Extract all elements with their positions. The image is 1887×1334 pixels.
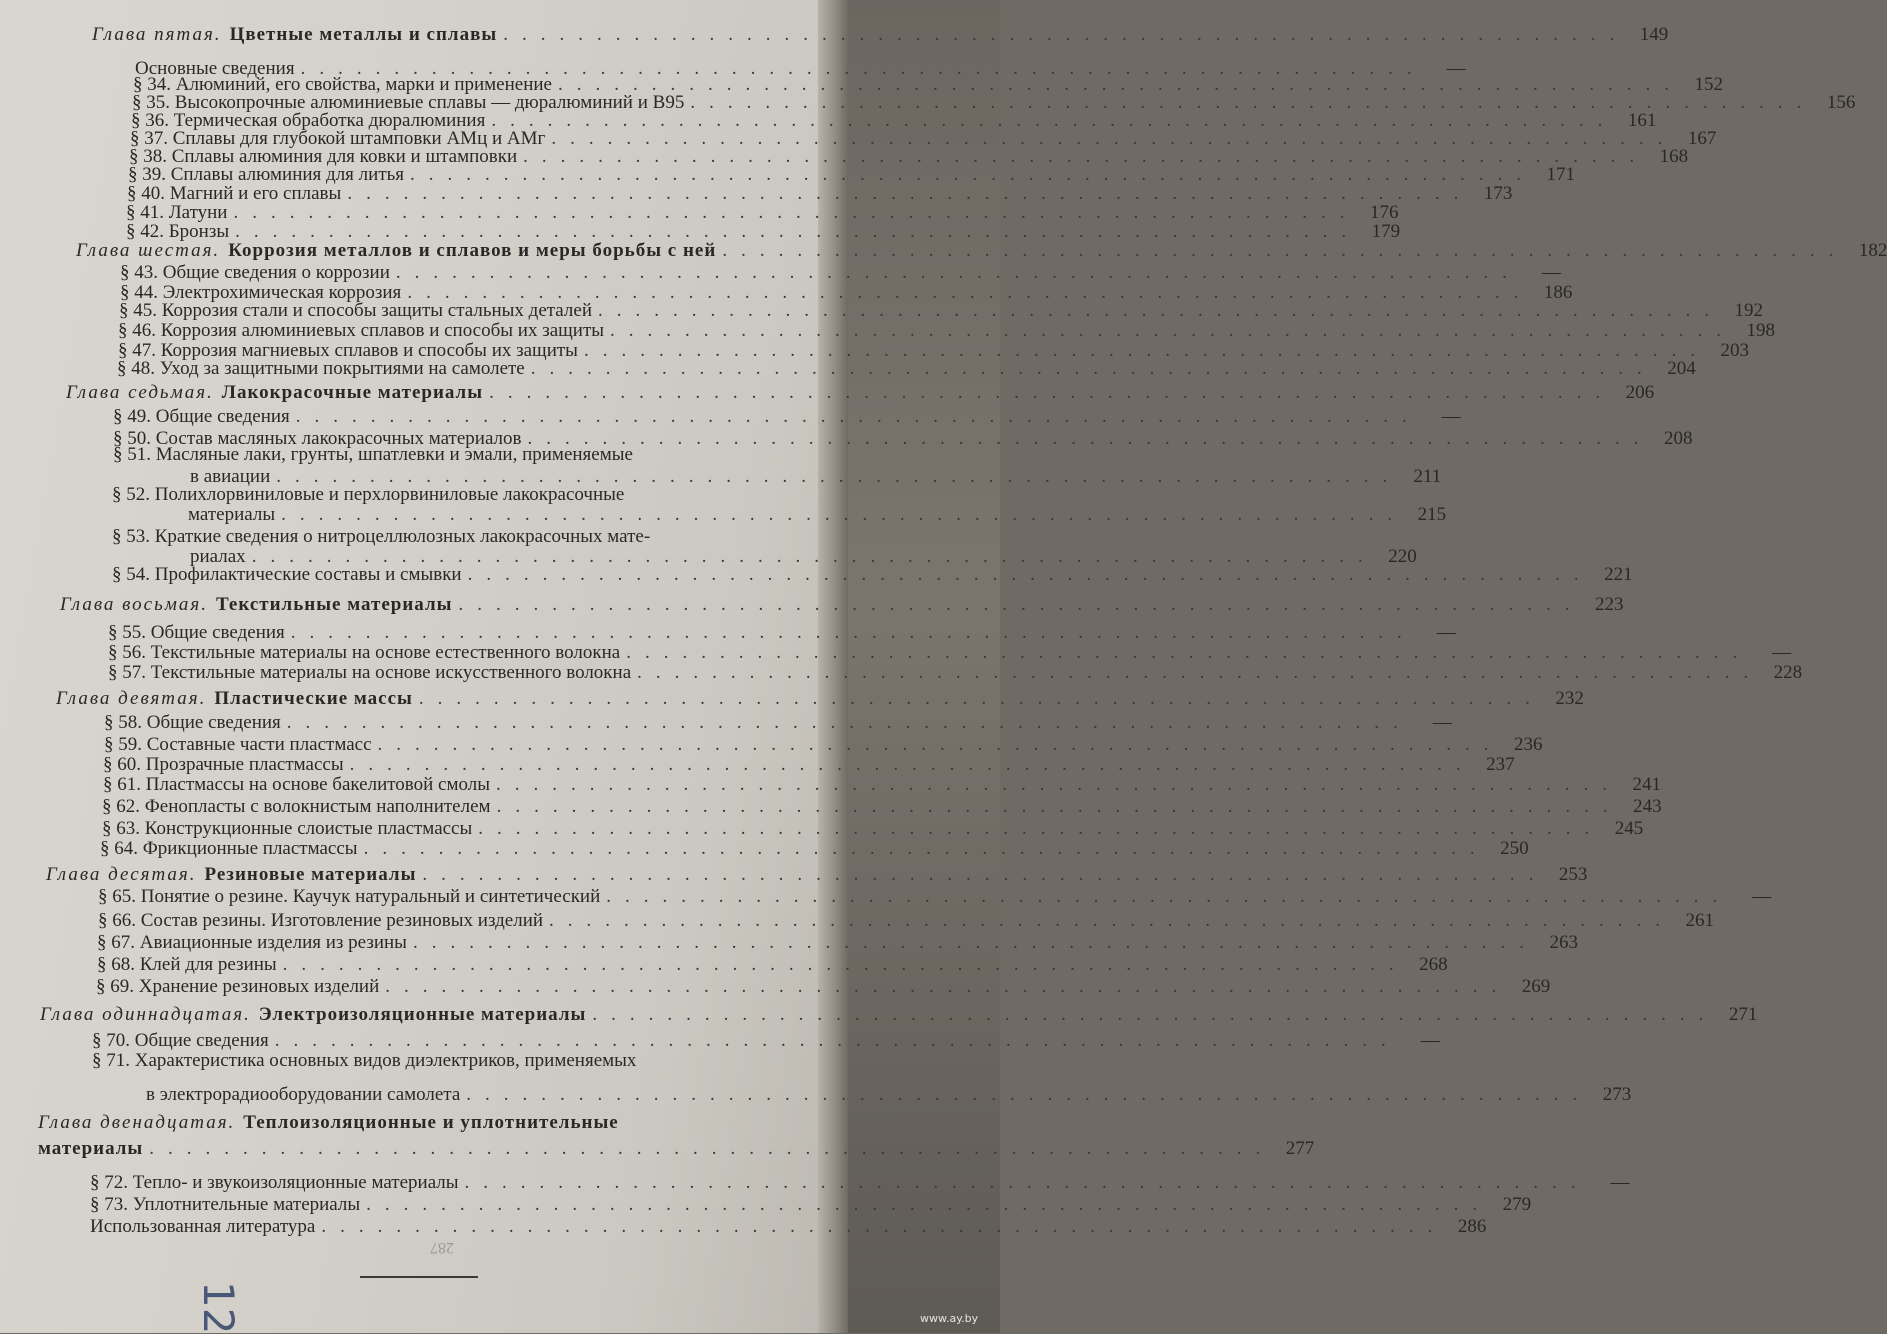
- section-71-row: [146, 1084, 1632, 1106]
- section-67-title: § 67. Авиационные изделия из резины: [97, 932, 407, 953]
- leader-dots: ............................................................: [410, 164, 1536, 185]
- chapter-11-row: [40, 1004, 1758, 1026]
- leader-dots: ............................................................: [363, 838, 1489, 859]
- chapter-8-page: 223: [1594, 594, 1624, 615]
- chapter-6-page: 182: [1858, 240, 1887, 261]
- leader-dots: ............................................................: [377, 734, 1503, 755]
- chapter-12-label: Глава двенадцатая.: [38, 1112, 236, 1133]
- bottom-rule: [360, 1276, 478, 1278]
- section-62-title: § 62. Фенопласты с волокнистым наполнителем: [102, 796, 491, 817]
- section-40-title: § 40. Магний и его сплавы: [127, 183, 342, 204]
- section-34-title: § 34. Алюминий, его свойства, марки и применение: [133, 74, 552, 95]
- section-57-page: 228: [1773, 662, 1803, 683]
- section-43-row: [120, 262, 1561, 284]
- section-60-page: 237: [1486, 754, 1515, 775]
- section-43-page: —: [1541, 262, 1561, 283]
- section-46-row: [118, 320, 1776, 342]
- chapter-12-title: Теплоизоляционные и уплотнительные: [243, 1112, 619, 1133]
- section-38-page: 168: [1659, 146, 1689, 167]
- chapter-7-page: 206: [1625, 382, 1655, 403]
- leader-dots: ............................................................: [557, 74, 1683, 95]
- section-70-title: § 70. Общие сведения: [92, 1030, 269, 1051]
- section-57-title: § 57. Текстильные материалы на основе искусственного волокна: [108, 662, 632, 683]
- section-44-page: 186: [1543, 282, 1573, 303]
- chapter-7-label: Глава седьмая.: [66, 382, 214, 403]
- chapter-9-label: Глава девятая.: [56, 688, 207, 709]
- chapter-12-row: [38, 1138, 1315, 1160]
- section-67-page: 263: [1549, 932, 1578, 953]
- chapter-12-heading: [38, 1112, 619, 1134]
- literature-row: [90, 1216, 1487, 1238]
- leader-dots: ............................................................: [496, 774, 1622, 795]
- leader-dots: ............................................................: [491, 110, 1617, 131]
- leader-dots: ............................................................: [466, 1084, 1592, 1105]
- chapter-6-label: Глава шестая.: [76, 240, 221, 261]
- section-52-title: § 52. Полихлорвиниловые и перхлорвиниловые лакокрасочные: [112, 484, 625, 505]
- section-33-title: Основные сведения: [135, 58, 295, 79]
- section-59-title: § 59. Составные части пластмасс: [104, 734, 372, 755]
- section-36-page: 161: [1627, 110, 1657, 131]
- chapter-5-label: Глава пятая.: [92, 24, 222, 45]
- section-69-row: [96, 976, 1551, 998]
- section-34-page: 152: [1694, 74, 1723, 95]
- leader-dots: ............................................................: [551, 128, 1677, 149]
- section-35-page: 156: [1826, 92, 1856, 113]
- section-37-page: 167: [1687, 128, 1717, 149]
- leader-dots: ............................................................: [496, 796, 1622, 817]
- leader-dots: ............................................................: [598, 300, 1723, 321]
- leader-dots: ............................................................: [418, 688, 1544, 709]
- section-56-row: [108, 642, 1792, 664]
- section-53-title: § 53. Краткие сведения о нитроцеллюлозных лакокрасочных мате-: [112, 526, 651, 547]
- chapter-10-row: [46, 864, 1588, 886]
- section-71-page: 273: [1602, 1084, 1632, 1105]
- section-55-row: [108, 622, 1456, 644]
- section-65-page: —: [1752, 886, 1772, 907]
- section-52-row: [188, 504, 1447, 526]
- watermark: www.ay.by: [920, 1312, 979, 1325]
- chapter-11-page: 271: [1728, 1004, 1758, 1025]
- section-73-title: § 73. Уплотнительные материалы: [90, 1194, 361, 1215]
- section-68-title: § 68. Клей для резины: [97, 954, 277, 975]
- leader-dots: ............................................................: [149, 1138, 1275, 1159]
- section-52-continuation: материалы: [188, 504, 276, 525]
- section-61-title: § 61. Пластмассы на основе бакелитовой смолы: [103, 774, 491, 795]
- chapter-10-title: Резиновые материалы: [204, 864, 417, 885]
- chapter-6-row: [76, 240, 1887, 262]
- section-65-row: [98, 886, 1772, 908]
- chapter-5-page: 149: [1639, 24, 1669, 45]
- chapter-8-title: Текстильные материалы: [215, 594, 453, 615]
- section-40-page: 173: [1483, 183, 1513, 204]
- section-61-page: 241: [1632, 774, 1662, 795]
- leader-dots: ............................................................: [458, 594, 1584, 615]
- section-43-title: § 43. Общие сведения о коррозии: [120, 262, 390, 283]
- chapter-9-row: [56, 688, 1584, 710]
- leader-dots: ............................................................: [523, 146, 1649, 167]
- section-46-title: § 46. Коррозия алюминиевых сплавов и способы их защиты: [118, 320, 605, 341]
- leader-dots: ............................................................: [366, 1194, 1492, 1215]
- leader-dots: ............................................................: [274, 1030, 1400, 1051]
- section-44-title: § 44. Электрохимическая коррозия: [120, 282, 402, 303]
- section-64-title: § 64. Фрикционные пластмассы: [100, 838, 358, 859]
- leader-dots: ............................................................: [489, 382, 1615, 403]
- chapter-12-continuation: материалы: [38, 1138, 144, 1159]
- section-54-row: [112, 564, 1633, 586]
- chapter-5-row: [92, 24, 1669, 46]
- leader-dots: ............................................................: [290, 622, 1416, 643]
- section-59-row: [104, 734, 1543, 756]
- leader-dots: ............................................................: [233, 202, 1359, 223]
- leader-dots: ............................................................: [722, 240, 1848, 261]
- leader-dots: ............................................................: [527, 428, 1653, 449]
- section-57-row: [108, 662, 1803, 684]
- leader-dots: ............................................................: [592, 1004, 1718, 1025]
- leader-dots: ............................................................: [286, 712, 1412, 733]
- section-50-page: 208: [1664, 428, 1693, 449]
- section-45-page: 192: [1734, 300, 1763, 321]
- chapter-10-label: Глава десятая.: [46, 864, 197, 885]
- leader-dots: ............................................................: [467, 564, 1593, 585]
- ghost-page-number: 287: [430, 1239, 454, 1256]
- leader-dots: ............................................................: [530, 358, 1656, 379]
- section-73-row: [90, 1194, 1532, 1216]
- section-72-row: [90, 1172, 1630, 1194]
- section-38-title: § 38. Сплавы алюминия для ковки и штамповки: [129, 146, 518, 167]
- section-71-title: § 71. Характеристика основных видов диэлектриков, применяемых: [92, 1050, 637, 1071]
- handwritten-mark: 12: [194, 1281, 243, 1334]
- section-62-row: [102, 796, 1662, 818]
- section-66-title: § 66. Состав резины. Изготовление резиновых изделий: [98, 910, 544, 931]
- literature-page: 286: [1457, 1216, 1487, 1237]
- section-39-title: § 39. Сплавы алюминия для литья: [128, 164, 405, 185]
- leader-dots: ............................................................: [503, 24, 1629, 45]
- chapter-6-title: Коррозия металлов и сплавов и меры борьбы с ней: [228, 240, 717, 261]
- section-58-row: [104, 712, 1452, 734]
- leader-dots: ............................................................: [606, 886, 1732, 907]
- section-69-page: 269: [1521, 976, 1551, 997]
- leader-dots: ............................................................: [412, 932, 1538, 953]
- leader-dots: ............................................................: [347, 183, 1473, 204]
- leader-dots: ............................................................: [626, 642, 1752, 663]
- section-69-title: § 69. Хранение резиновых изделий: [96, 976, 380, 997]
- section-70-page: —: [1420, 1030, 1440, 1051]
- section-55-page: —: [1436, 622, 1456, 643]
- section-48-page: 204: [1667, 358, 1696, 379]
- section-55-title: § 55. Общие сведения: [108, 622, 285, 643]
- chapter-8-row: [60, 594, 1624, 616]
- section-58-title: § 58. Общие сведения: [104, 712, 281, 733]
- section-47-page: 203: [1720, 340, 1749, 361]
- section-53-page: 220: [1388, 546, 1417, 567]
- section-70-row: [92, 1030, 1440, 1052]
- section-72-page: —: [1610, 1172, 1630, 1193]
- section-36-title: § 36. Термическая обработка дюралюминия: [131, 110, 486, 131]
- chapter-7-title: Лакокрасочные материалы: [221, 382, 484, 403]
- section-46-page: 198: [1746, 320, 1776, 341]
- section-56-title: § 56. Текстильные материалы на основе естественного волокна: [108, 642, 621, 663]
- section-65-title: § 65. Понятие о резине. Каучук натуральный и синтетический: [98, 886, 601, 907]
- chapter-11-title: Электроизоляционные материалы: [258, 1004, 587, 1025]
- leader-dots: ............................................................: [385, 976, 1511, 997]
- section-68-row: [97, 954, 1448, 976]
- section-63-page: 245: [1614, 818, 1644, 839]
- section-42-page: 179: [1371, 221, 1401, 242]
- leader-dots: ............................................................: [276, 466, 1402, 487]
- section-35-title: § 35. Высокопрочные алюминиевые сплавы — дюралюминий и В95: [132, 92, 685, 113]
- leader-dots: ............................................................: [321, 1216, 1447, 1237]
- leader-dots: ............................................................: [464, 1172, 1590, 1193]
- section-64-row: [100, 838, 1529, 860]
- leader-dots: ............................................................: [583, 340, 1709, 361]
- section-33-page: —: [1446, 58, 1466, 79]
- section-45-title: § 45. Коррозия стали и способы защиты стальных деталей: [119, 300, 592, 321]
- section-53-continuation: риалах: [190, 546, 246, 567]
- section-48-row: [117, 358, 1696, 380]
- chapter-5-title: Цветные металлы и сплавы: [229, 24, 498, 45]
- chapter-9-title: Пластические массы: [214, 688, 413, 709]
- section-49-row: [113, 406, 1461, 428]
- section-41-page: 176: [1369, 202, 1399, 223]
- section-39-page: 171: [1546, 164, 1576, 185]
- section-61-row: [103, 774, 1662, 796]
- section-48-title: § 48. Уход за защитными покрытиями на самолете: [117, 358, 525, 379]
- section-54-page: 221: [1604, 564, 1633, 585]
- chapter-9-page: 232: [1555, 688, 1584, 709]
- leader-dots: ............................................................: [637, 662, 1763, 683]
- leader-dots: ............................................................: [407, 282, 1533, 303]
- section-62-page: 243: [1633, 796, 1662, 817]
- section-47-title: § 47. Коррозия магниевых сплавов и способы их защиты: [118, 340, 578, 361]
- leader-dots: ............................................................: [300, 58, 1426, 79]
- literature-title: Использованная литература: [90, 1216, 316, 1237]
- leader-dots: ............................................................: [282, 954, 1408, 975]
- section-67-row: [97, 932, 1578, 954]
- leader-dots: ............................................................: [349, 754, 1475, 775]
- leader-dots: ............................................................: [295, 406, 1421, 427]
- section-41-title: § 41. Латуни: [126, 202, 228, 223]
- chapter-8-label: Глава восьмая.: [60, 594, 208, 615]
- section-71-continuation: в электрорадиооборудовании самолета: [146, 1084, 461, 1105]
- leader-dots: ............................................................: [610, 320, 1736, 341]
- leader-dots: ............................................................: [549, 910, 1675, 931]
- section-64-page: 250: [1500, 838, 1529, 859]
- chapter-7-row: [66, 382, 1655, 404]
- section-51-continuation: в авиации: [190, 466, 271, 487]
- leader-dots: ............................................................: [235, 221, 1361, 242]
- section-42-title: § 42. Бронзы: [126, 221, 230, 242]
- section-73-page: 279: [1502, 1194, 1532, 1215]
- section-50-title: § 50. Состав масляных лакокрасочных материалов: [113, 428, 522, 449]
- section-51-title: § 51. Масляные лаки, грунты, шпатлевки и эмали, применяемые: [113, 444, 633, 465]
- section-63-title: § 63. Конструкционные слоистые пластмассы: [102, 818, 473, 839]
- leader-dots: ............................................................: [478, 818, 1604, 839]
- section-68-page: 268: [1419, 954, 1448, 975]
- section-49-title: § 49. Общие сведения: [113, 406, 290, 427]
- section-63-row: [102, 818, 1644, 840]
- section-37-title: § 37. Сплавы для глубокой штамповки АМц и АМг: [130, 128, 546, 149]
- section-54-title: § 54. Профилактические составы и смывки: [112, 564, 462, 585]
- leader-dots: ............................................................: [395, 262, 1521, 283]
- leader-dots: ............................................................: [251, 546, 1377, 567]
- section-60-title: § 60. Прозрачные пластмассы: [103, 754, 344, 775]
- chapter-12-page: 277: [1285, 1138, 1315, 1159]
- chapter-11-label: Глава одиннадцатая.: [40, 1004, 251, 1025]
- section-52-page: 215: [1417, 504, 1447, 525]
- section-49-page: —: [1441, 406, 1461, 427]
- section-56-page: —: [1772, 642, 1792, 663]
- section-59-page: 236: [1514, 734, 1543, 755]
- leader-dots: ............................................................: [422, 864, 1548, 885]
- section-66-page: 261: [1685, 910, 1715, 931]
- section-45-row: [119, 300, 1763, 322]
- leader-dots: ............................................................: [690, 92, 1816, 113]
- chapter-10-page: 253: [1558, 864, 1588, 885]
- section-51-page: 211: [1413, 466, 1442, 487]
- section-66-row: [98, 910, 1715, 932]
- section-58-page: —: [1432, 712, 1452, 733]
- leader-dots: ............................................................: [281, 504, 1407, 525]
- section-60-row: [103, 754, 1515, 776]
- section-72-title: § 72. Тепло- и звукоизоляционные материалы: [90, 1172, 459, 1193]
